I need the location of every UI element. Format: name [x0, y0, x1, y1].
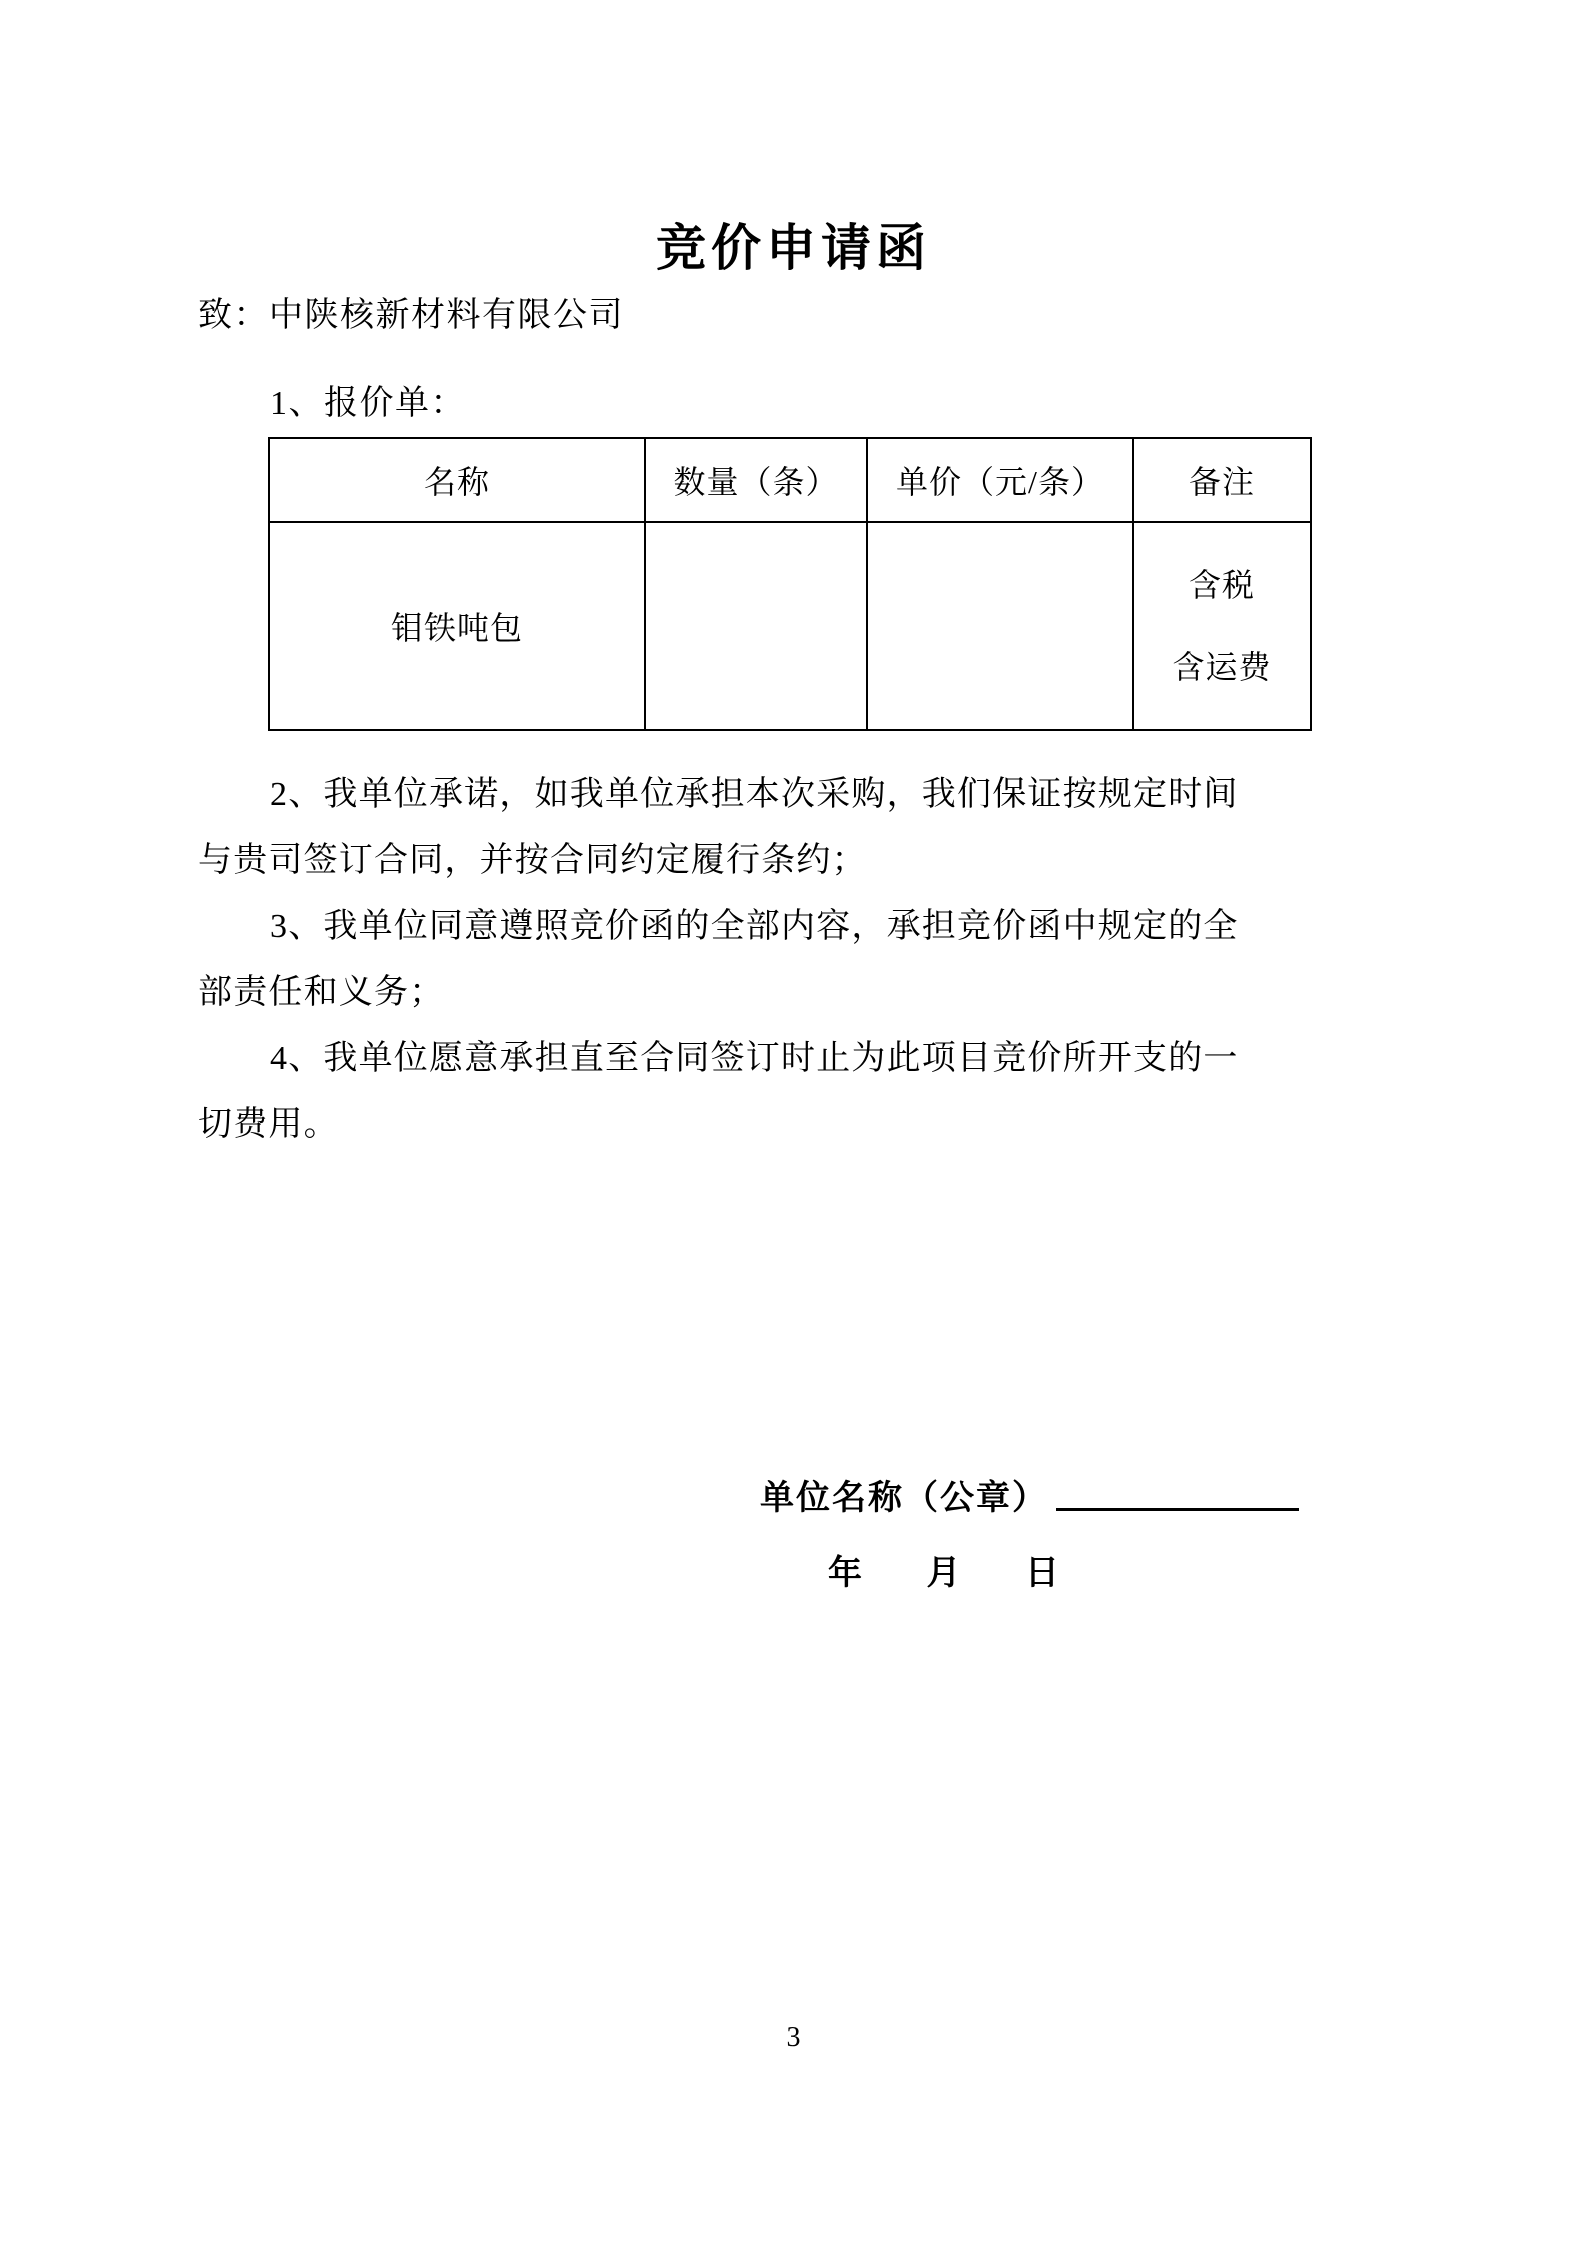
column-header-unit-price: 单价（元/条） [867, 438, 1133, 522]
cell-remark [1133, 522, 1311, 730]
clause-list [198, 762, 1408, 1158]
clause-3-line-1: 3、我单位同意遵照竞价函的全部内容，承担竞价函中规定的全 [270, 908, 1239, 945]
company-seal-row [760, 1470, 1460, 1519]
date-month-label: 月 [926, 1555, 963, 1592]
table-header-row [269, 438, 1311, 522]
date-day-label: 日 [1025, 1555, 1061, 1592]
quote-table-wrapper [268, 437, 1310, 731]
section-1-label: 1、报价单： [270, 385, 466, 422]
clause-2-line-1: 2、我单位承诺，如我单位承担本次采购，我们保证按规定时间 [270, 776, 1239, 813]
column-header-quantity: 数量（条） [645, 438, 867, 522]
clause-4-line-1: 4、我单位愿意承担直至合同签订时止为此项目竞价所开支的一 [270, 1040, 1239, 1077]
addressee-line: 致：中陕核新材料有限公司 [198, 297, 624, 334]
clause-2 [198, 762, 1408, 894]
quote-table [268, 437, 1312, 731]
signature-block [760, 1470, 1460, 1594]
date-year-label: 年 [828, 1555, 864, 1592]
clause-4-line-2: 切费用。 [198, 1106, 339, 1143]
table-row [269, 522, 1311, 730]
column-header-name: 名称 [269, 438, 645, 522]
cell-item-name: 钼铁吨包 [269, 522, 645, 730]
column-header-remark: 备注 [1133, 438, 1311, 522]
clause-3-line-2: 部责任和义务； [198, 974, 445, 1011]
clause-3 [198, 894, 1408, 1026]
remark-line-tax-included: 含税 [1188, 567, 1255, 603]
cell-quantity-input[interactable] [645, 522, 867, 730]
company-seal-signature-line[interactable] [1056, 1508, 1299, 1511]
date-row [760, 1545, 1460, 1594]
page-title: 竞价申请函 [656, 219, 931, 276]
company-seal-label: 单位名称（公章） [760, 1480, 1048, 1517]
clause-4 [198, 1026, 1408, 1158]
clause-2-line-2: 与贵司签订合同，并按合同约定履行条约； [198, 842, 867, 879]
document-intro [198, 283, 1398, 437]
cell-unit-price-input[interactable] [867, 522, 1133, 730]
footer-page-number: 3 [786, 2022, 801, 2053]
remark-line-freight-included: 含运费 [1172, 649, 1272, 685]
